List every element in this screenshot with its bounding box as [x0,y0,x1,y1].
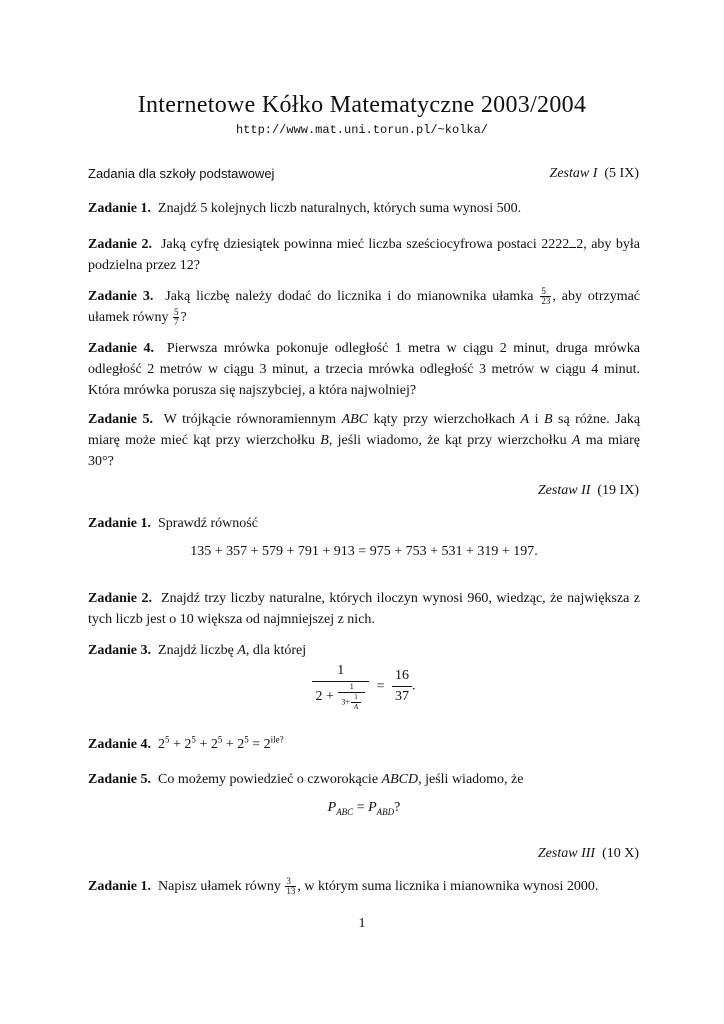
continued-fraction-equation: 1 2 + 1 3+ $\frac{1}{A}$ = $\frac{16}{37}$ . [88,662,640,711]
set-3-heading: Zestaw III (10 X) [537,846,639,861]
set-1-heading: Zestaw I (5 IX) [549,166,639,181]
fraction-3-13: $\frac{3}{13}$ [286,876,296,897]
set1-task5: Zadanie 5. W trójkącie równoramiennym ABC kąty przy wierzchołkach A i B są różne. Jaką miarę może mieć kąt przy wierzchołku B, jeśli wiadomo, że kąt przy wierzchołku A ma miarę 30°? [88,412,641,469]
set2-task1-equation: 135 + 357 + 579 + 791 + 913 = 975 + 753 + 531 + 319 + 197. [190,544,538,559]
set1-task4: Zadanie 4. Pierwsza mrówka pokonuje odległość 1 metra w ciągu 2 minut, druga mrówka odległość 2 metrów w ciągu 3 minut, a trzecia mrówka odległość 3 metrów w ciągu 4 minut. Która mrówka porusza się najszybciej, a która najwolniej? [88,341,641,398]
set2-task3: Zadanie 3. Znajdź liczbę A, dla której [88,643,307,658]
set1-task3: Zadanie 3. Jaką liczbę należy dodać do licznika i do mianownika ułamka $\frac{5}{23}$ , aby otrzymać ułamek równy $\frac{5}{7}$ ? [88,286,641,328]
fraction-5-7: $\frac{5}{7}$ [173,307,179,328]
set2-task2: Zadanie 2. Znajdź trzy liczby naturalne, których iloczyn wynosi 960, wiedząc, że największa z tych liczb jest o 10 większa od najmniejszej z nich. [88,591,641,627]
page-title: Internetowe Kółko Matematyczne 2003/2004 [137,92,587,118]
set2-task5: Zadanie 5. Co możemy powiedzieć o czworokącie ABCD, jeśli wiadomo, że [88,772,524,787]
area-equation: $P_{ABC} = P_{ABD}$? [327,800,401,817]
set2-task1: Zadanie 1. Sprawdź równość [88,516,258,531]
page-number: 1 [358,916,366,931]
set1-task1: Zadanie 1. Znajdź 5 kolejnych liczb naturalnych, których suma wynosi 500. [88,201,522,216]
school-level-label: Zadania dla szkoły podstawowej [88,166,275,181]
set2-task4: Zadanie 4. $2^5 + 2^5 + 2^5 + 2^5 = 2^{ile?}$ [88,734,284,752]
set-2-heading: Zestaw II (19 IX) [537,483,639,498]
set1-task2: Zadanie 2. Jaką cyfrę dziesiątek powinna mieć liczba sześciocyfrowa postaci 2222 2, aby była podzielna przez 12? [88,237,641,273]
header-url[interactable]: http://www.mat.uni.torun.pl/~kolka/ [235,123,489,137]
set3-task1: Zadanie 1. Napisz ułamek równy $\frac{3}{13}$ , w którym suma licznika i mianownika wynosi 2000. [88,876,599,897]
fraction-5-23: $\frac{5}{23}$ [541,286,551,307]
